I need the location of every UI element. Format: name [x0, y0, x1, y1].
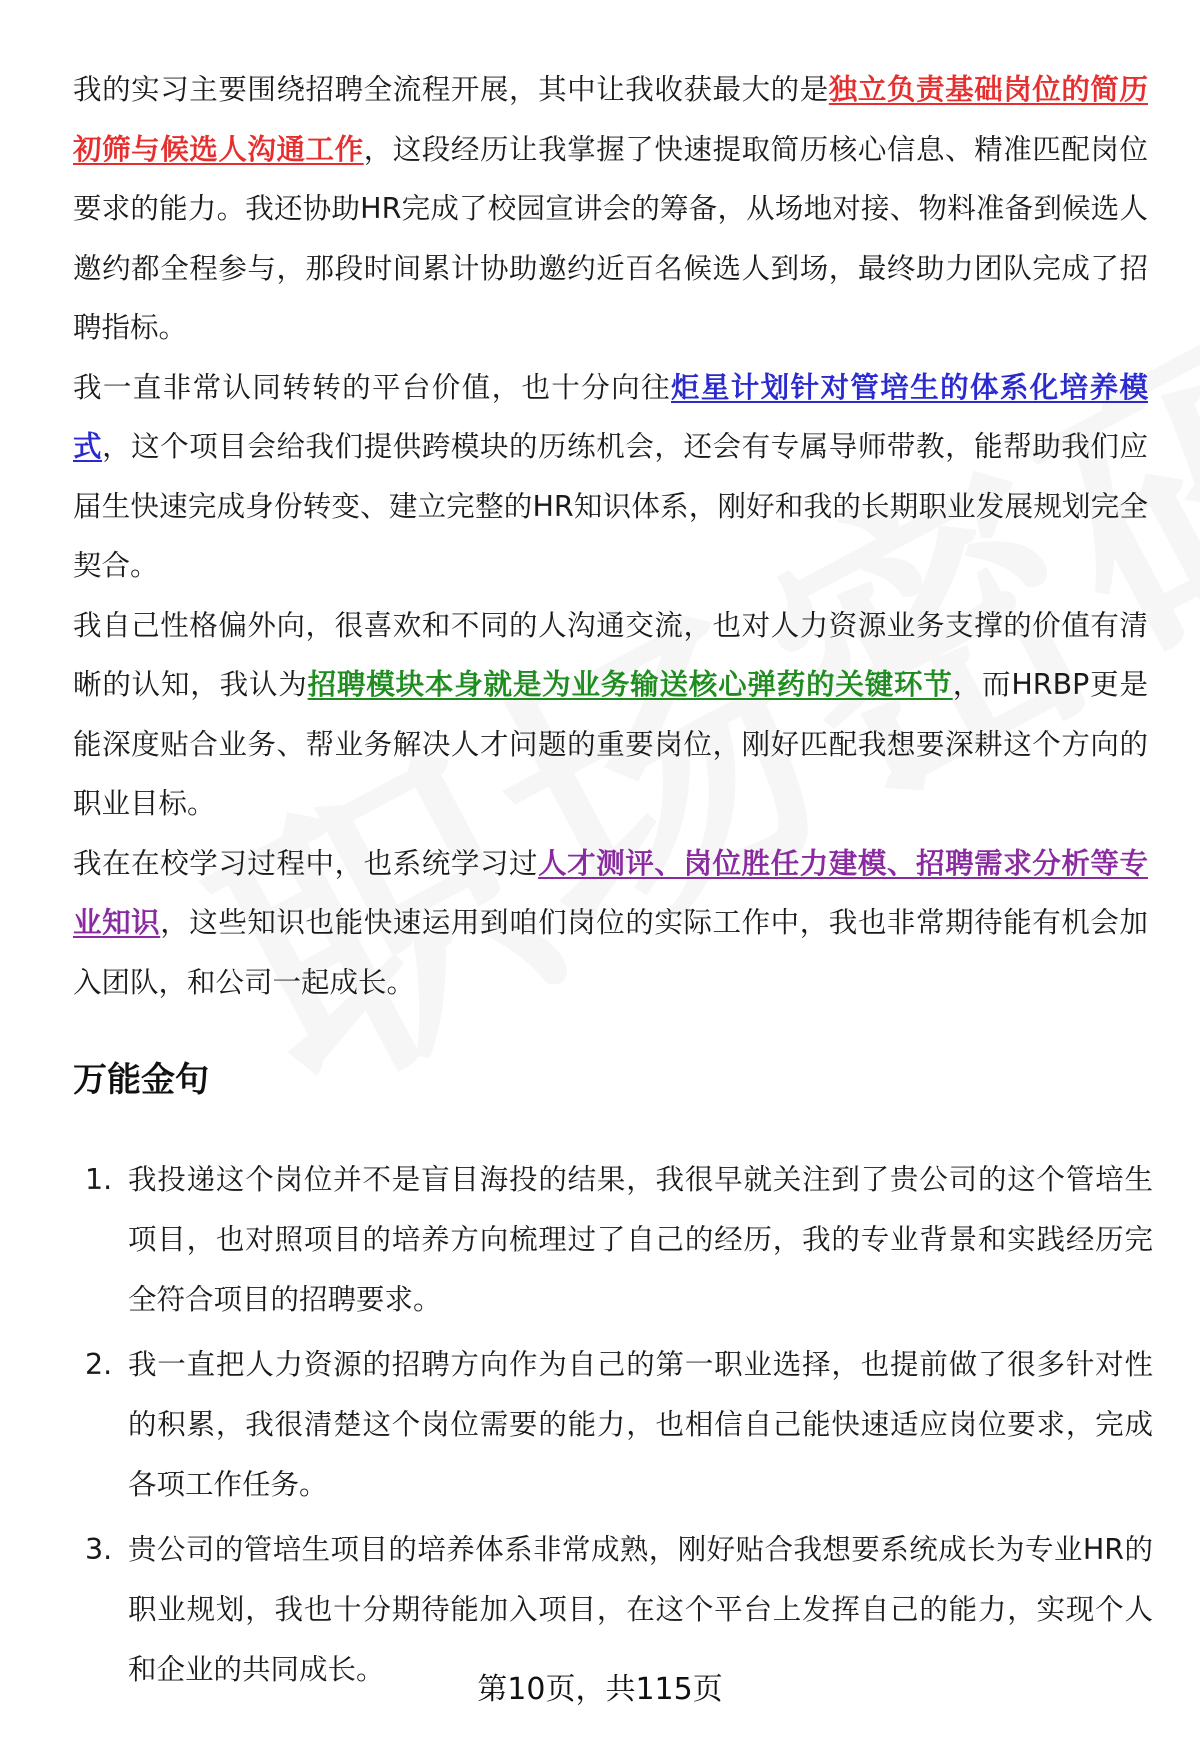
paragraph-text: 我一直非常认同转转的平台价值，也十分向往: [73, 370, 671, 404]
list-item-text: 贵公司的管培生项目的培养体系非常成熟，刚好贴合我想要系统成长为专业HR的职业规划，我也十分期待能加入项目，在这个平台上发挥自己的能力，实现个人和企业的共同成长。: [128, 1533, 1153, 1686]
paragraph-text: 我自己性格偏外向，很喜欢和不同的人沟通交流，也对人力资源业务支撑的价值有清晰的认知，我认为: [73, 608, 1148, 701]
list-item: [73, 1150, 1153, 1330]
answer-body: [73, 60, 1148, 1012]
list-item-text: 我一直把人力资源的招聘方向作为自己的第一职业选择，也提前做了很多针对性的积累，我很清楚这个岗位需要的能力，也相信自己能快速适应岗位要求，完成各项工作任务。: [128, 1348, 1153, 1501]
list-number: 3.: [85, 1533, 113, 1566]
paragraph-study: [73, 834, 1148, 1013]
paragraph-platform: [73, 358, 1148, 596]
page-number: 第10页，共115页: [477, 1672, 723, 1707]
paragraph-personality: [73, 596, 1148, 834]
paragraph-text: ，这些知识也能快速运用到咱们岗位的实际工作中，我也非常期待能有机会加入团队，和公司一起成长。: [73, 906, 1148, 999]
paragraph-text: 我的实习主要围绕招聘全流程开展，其中让我收获最大的是: [73, 73, 829, 106]
list-item-text: 我投递这个岗位并不是盲目海投的结果，我很早就关注到了贵公司的这个管培生项目，也对照项目的培养方向梳理过了自己的经历，我的专业背景和实践经历完全符合项目的招聘要求。: [128, 1163, 1153, 1316]
paragraph-text: ，而HRBP更是能深度贴合业务、帮业务解决人才问题的重要岗位，刚好匹配我想要深耕这个方向的职业目标。: [73, 668, 1148, 820]
list-number: 2.: [85, 1348, 113, 1381]
list-number: 1.: [85, 1163, 113, 1196]
paragraph-internship: [73, 60, 1148, 358]
highlight-phrase: 招聘模块本身就是为业务输送核心弹药的关键环节: [307, 668, 953, 701]
paragraph-text: 我在在校学习过程中，也系统学习过: [73, 846, 539, 880]
highlight-phrase: 炬星计划针对管培生的体系化培养模式: [73, 370, 1148, 463]
highlight-phrase: 人才测评、岗位胜任力建模、招聘需求分析等专业知识: [73, 846, 1148, 939]
paragraph-text: ，这段经历让我掌握了快速提取简历核心信息、精准匹配岗位要求的能力。我还协助HR完成了校园宣讲会的筹备，从场地对接、物料准备到候选人邀约都全程参与，那段时间累计协助邀约近百名候选人到场，最终助力团队完成了招聘指标。: [73, 132, 1148, 344]
list-item: [73, 1335, 1153, 1515]
quotes-list: [73, 1150, 1153, 1705]
highlight-phrase: 独立负责基础岗位的简历初筛与候选人沟通工作: [73, 73, 1148, 166]
paragraph-text: ，这个项目会给我们提供跨模块的历练机会，还会有专属导师带教，能帮助我们应届生快速完成身份转变、建立完整的HR知识体系，刚好和我的长期职业发展规划完全契合。: [73, 430, 1148, 582]
section-title: 万能金句: [73, 1060, 209, 1100]
